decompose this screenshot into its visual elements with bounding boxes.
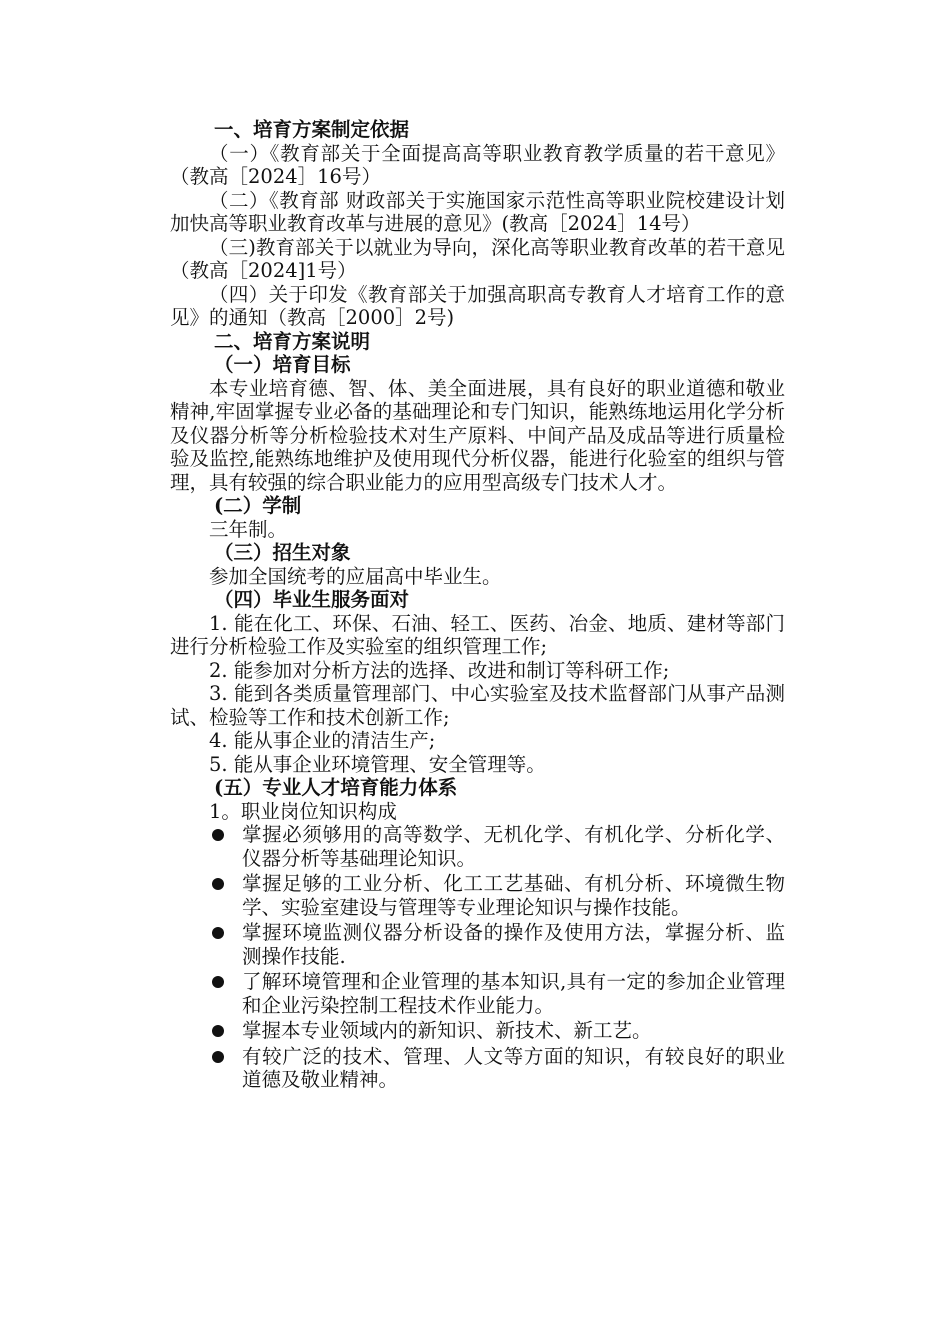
bullet-icon bbox=[212, 1051, 224, 1063]
service-item-1: 1. 能在化工、环保、石油、轻工、医药、冶金、地质、建材等部门进行分析检验工作及实验室的组织管理工作; bbox=[170, 611, 785, 658]
bullet-icon bbox=[212, 976, 224, 988]
goal-text: 本专业培育德、智、体、美全面进展，具有良好的职业道德和敬业精神,牢固掌握专业必备的基础理论和专门知识，能熟练地运用化学分析及仪器分析等分析检验技术对生产原料、中间产品及成品等进行质量检验及监控,能熟练地维护及使用现代分析仪器，能进行化验室的组织与管理，具有较强的综合职业能力的应用型高级专门技术人才。 bbox=[170, 376, 785, 494]
service-heading: （四）毕业生服务面对 bbox=[214, 588, 410, 611]
duration-heading: (二）学制 bbox=[214, 494, 302, 517]
basis-item-4: （四）关于印发《教育部关于加强高职高专教育人才培育工作的意见》的通知（教高［2000］2号) bbox=[170, 282, 785, 329]
enrollment-text: 参加全国统考的应届高中毕业生。 bbox=[209, 564, 502, 588]
section2-heading: 二、培育方案说明 bbox=[214, 329, 371, 353]
basis-item-2: （二）《教育部 财政部关于实施国家示范性高等职业院校建设计划加快高等职业教育改革与进展的意见》(教高［2024］14号） bbox=[170, 188, 785, 235]
knowledge-list bbox=[170, 823, 785, 1092]
service-item-3: 3. 能到各类质量管理部门、中心实验室及技术监督部门从事产品测试、检验等工作和技术创新工作; bbox=[170, 682, 785, 729]
bullet-icon bbox=[212, 878, 224, 890]
bullet-icon bbox=[212, 1025, 224, 1037]
document-page bbox=[170, 118, 785, 1094]
duration-text: 三年制。 bbox=[209, 517, 288, 541]
list-item: 掌握足够的工业分析、化工工艺基础、有机分析、环境微生物学、实验室建设与管理等专业理论知识与操作技能。 bbox=[170, 872, 785, 919]
service-item-2: 2. 能参加对分析方法的选择、改进和制订等科研工作; bbox=[209, 658, 670, 682]
goal-heading: （一）培育目标 bbox=[214, 353, 351, 376]
basis-item-3: （三)教育部关于以就业为导向，深化高等职业教育改革的若干意见（教高［2024]1号） bbox=[170, 235, 785, 282]
enrollment-heading: （三）招生对象 bbox=[214, 541, 351, 564]
section1-heading: 一、培育方案制定依据 bbox=[214, 118, 410, 141]
bullet-icon bbox=[212, 927, 224, 939]
list-item: 了解环境管理和企业管理的基本知识,具有一定的参加企业管理和企业污染控制工程技术作业能力。 bbox=[170, 970, 785, 1017]
ability-subheading: 1。职业岗位知识构成 bbox=[209, 799, 397, 823]
list-item: 掌握本专业领域内的新知识、新技术、新工艺。 bbox=[170, 1019, 785, 1043]
list-item: 掌握必须够用的高等数学、无机化学、有机化学、分析化学、仪器分析等基础理论知识。 bbox=[170, 823, 785, 870]
list-item: 有较广泛的技术、管理、人文等方面的知识，有较良好的职业道德及敬业精神。 bbox=[170, 1045, 785, 1092]
basis-item-1: （一）《教育部关于全面提高高等职业教育教学质量的若干意见》（教高［2024］16号） bbox=[170, 141, 785, 188]
service-item-5: 5. 能从事企业环境管理、安全管理等。 bbox=[209, 752, 546, 776]
list-item: 掌握环境监测仪器分析设备的操作及使用方法，掌握分析、监测操作技能. bbox=[170, 921, 785, 968]
ability-heading: (五）专业人才培育能力体系 bbox=[214, 776, 458, 799]
bullet-icon bbox=[212, 829, 224, 841]
service-item-4: 4. 能从事企业的清洁生产; bbox=[209, 729, 436, 752]
